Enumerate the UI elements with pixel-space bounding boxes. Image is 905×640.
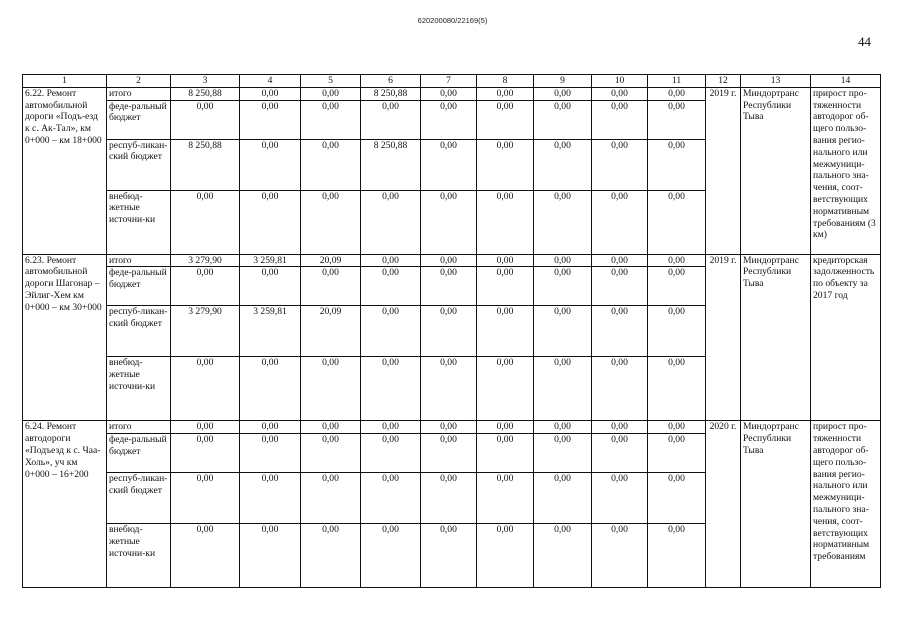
- value-cell: 0,00: [171, 434, 240, 473]
- value-cell: 3 259,81: [240, 254, 301, 267]
- value-cell: 0,00: [240, 357, 301, 421]
- value-cell: 0,00: [421, 357, 477, 421]
- value-cell: 0,00: [592, 267, 648, 306]
- funding-source-cell: итого: [107, 87, 171, 100]
- value-cell: 0,00: [301, 139, 361, 190]
- value-cell: 0,00: [421, 524, 477, 588]
- value-cell: 0,00: [648, 434, 706, 473]
- value-cell: 0,00: [592, 139, 648, 190]
- value-cell: 0,00: [534, 267, 592, 306]
- table-body: [23, 75, 881, 588]
- value-cell: 0,00: [477, 421, 534, 434]
- object-name-cell: 6.22. Ремонт автомобильной дороги «Подъ-езд к с. Ак-Тал», км 0+000 – км 18+000: [23, 87, 107, 254]
- value-cell: 0,00: [648, 139, 706, 190]
- value-cell: 0,00: [171, 357, 240, 421]
- value-cell: 0,00: [421, 139, 477, 190]
- value-cell: 0,00: [240, 139, 301, 190]
- header-row: [23, 75, 881, 88]
- document-id: 620200080/22169(5): [417, 16, 488, 25]
- value-cell: 0,00: [534, 100, 592, 139]
- value-cell: 0,00: [534, 421, 592, 434]
- value-cell: 0,00: [301, 357, 361, 421]
- funding-source-cell: внебюд-жетные источни-ки: [107, 190, 171, 254]
- year-cell: 2019 г.: [706, 254, 741, 421]
- value-cell: 0,00: [534, 139, 592, 190]
- value-cell: 0,00: [477, 434, 534, 473]
- value-cell: 0,00: [171, 524, 240, 588]
- page-number: 44: [858, 34, 871, 49]
- value-cell: 0,00: [240, 190, 301, 254]
- value-cell: 0,00: [421, 100, 477, 139]
- value-cell: 0,00: [421, 267, 477, 306]
- value-cell: 0,00: [592, 434, 648, 473]
- value-cell: 0,00: [592, 524, 648, 588]
- value-cell: 0,00: [240, 87, 301, 100]
- header-cell-3: 3: [171, 75, 240, 88]
- value-cell: 3 279,90: [171, 254, 240, 267]
- value-cell: 0,00: [171, 100, 240, 139]
- header-cell-2: 2: [107, 75, 171, 88]
- header-cell-1: 1: [23, 75, 107, 88]
- value-cell: 0,00: [534, 524, 592, 588]
- budget-table: [22, 74, 881, 588]
- header-cell-9: 9: [534, 75, 592, 88]
- funding-source-cell: феде-ральный бюджет: [107, 434, 171, 473]
- value-cell: 20,09: [301, 306, 361, 357]
- value-cell: 0,00: [477, 100, 534, 139]
- object-name-cell: 6.24. Ремонт автодороги «Подъезд к с. Чаа-Холь», уч км 0+000 – 16+200: [23, 421, 107, 588]
- value-cell: 0,00: [477, 87, 534, 100]
- value-cell: 0,00: [171, 421, 240, 434]
- table-row: [23, 254, 881, 267]
- value-cell: 8 250,88: [171, 87, 240, 100]
- note-cell: прирост про-тяженности автодорог об-щего пользо-вания регио-нального или межмуници-пального зна-чения, соот-ветствующих нормативным требованиям (3 км): [811, 87, 881, 254]
- value-cell: 0,00: [592, 421, 648, 434]
- value-cell: 0,00: [534, 87, 592, 100]
- table-row: [23, 87, 881, 100]
- header-cell-8: 8: [477, 75, 534, 88]
- value-cell: 0,00: [301, 473, 361, 524]
- value-cell: 0,00: [421, 254, 477, 267]
- value-cell: 0,00: [477, 139, 534, 190]
- value-cell: 0,00: [240, 434, 301, 473]
- value-cell: 8 250,88: [171, 139, 240, 190]
- value-cell: 0,00: [421, 473, 477, 524]
- value-cell: 0,00: [477, 473, 534, 524]
- value-cell: 0,00: [240, 421, 301, 434]
- value-cell: 0,00: [301, 524, 361, 588]
- value-cell: 0,00: [592, 473, 648, 524]
- value-cell: 0,00: [171, 473, 240, 524]
- value-cell: 0,00: [592, 100, 648, 139]
- value-cell: 0,00: [592, 357, 648, 421]
- year-cell: 2020 г.: [706, 421, 741, 588]
- value-cell: 0,00: [421, 434, 477, 473]
- value-cell: 20,09: [301, 254, 361, 267]
- value-cell: 0,00: [592, 306, 648, 357]
- value-cell: 0,00: [534, 306, 592, 357]
- value-cell: 0,00: [534, 190, 592, 254]
- value-cell: 0,00: [477, 357, 534, 421]
- value-cell: 3 259,81: [240, 306, 301, 357]
- table-row: [23, 421, 881, 434]
- value-cell: 0,00: [477, 524, 534, 588]
- header-cell-12: 12: [706, 75, 741, 88]
- value-cell: 0,00: [421, 87, 477, 100]
- header-cell-14: 14: [811, 75, 881, 88]
- note-cell: кредиторская задолженность по объекту за 2017 год: [811, 254, 881, 421]
- value-cell: 0,00: [301, 87, 361, 100]
- value-cell: 0,00: [361, 190, 421, 254]
- value-cell: 0,00: [421, 190, 477, 254]
- funding-source-cell: итого: [107, 254, 171, 267]
- value-cell: 0,00: [648, 254, 706, 267]
- value-cell: 0,00: [477, 267, 534, 306]
- value-cell: 8 250,88: [361, 139, 421, 190]
- value-cell: 0,00: [301, 434, 361, 473]
- agency-cell: Миндортранс Республики Тыва: [741, 254, 811, 421]
- value-cell: 0,00: [421, 306, 477, 357]
- value-cell: 0,00: [648, 473, 706, 524]
- value-cell: 0,00: [648, 87, 706, 100]
- value-cell: 0,00: [361, 306, 421, 357]
- value-cell: 0,00: [477, 254, 534, 267]
- value-cell: 0,00: [534, 473, 592, 524]
- header-cell-7: 7: [421, 75, 477, 88]
- header-cell-4: 4: [240, 75, 301, 88]
- value-cell: 0,00: [301, 190, 361, 254]
- funding-source-cell: внебюд-жетные источни-ки: [107, 524, 171, 588]
- value-cell: 0,00: [361, 100, 421, 139]
- funding-source-cell: респуб-ликан-ский бюджет: [107, 139, 171, 190]
- value-cell: 0,00: [648, 524, 706, 588]
- value-cell: 0,00: [361, 421, 421, 434]
- value-cell: 0,00: [648, 190, 706, 254]
- value-cell: 0,00: [361, 357, 421, 421]
- funding-source-cell: внебюд-жетные источни-ки: [107, 357, 171, 421]
- value-cell: 0,00: [301, 100, 361, 139]
- funding-source-cell: феде-ральный бюджет: [107, 267, 171, 306]
- value-cell: 0,00: [361, 434, 421, 473]
- value-cell: 0,00: [592, 190, 648, 254]
- value-cell: 0,00: [648, 357, 706, 421]
- value-cell: 0,00: [648, 306, 706, 357]
- value-cell: 0,00: [361, 524, 421, 588]
- value-cell: 0,00: [648, 421, 706, 434]
- value-cell: 0,00: [171, 190, 240, 254]
- object-name-cell: 6.23. Ремонт автомобильной дороги Шагонар – Эйлиг-Хем км 0+000 – км 30+000: [23, 254, 107, 421]
- value-cell: 0,00: [592, 87, 648, 100]
- value-cell: 0,00: [421, 421, 477, 434]
- value-cell: 0,00: [171, 267, 240, 306]
- funding-source-cell: итого: [107, 421, 171, 434]
- value-cell: 0,00: [534, 357, 592, 421]
- value-cell: 0,00: [240, 473, 301, 524]
- note-cell: прирост про-тяженности автодорог об-щего пользо-вания регио-нального или межмуници-пального зна-чения, соот-ветствующих нормативным требованиям: [811, 421, 881, 588]
- value-cell: 0,00: [534, 254, 592, 267]
- funding-source-cell: феде-ральный бюджет: [107, 100, 171, 139]
- value-cell: 0,00: [592, 254, 648, 267]
- value-cell: 0,00: [361, 254, 421, 267]
- value-cell: 0,00: [301, 421, 361, 434]
- value-cell: 0,00: [648, 267, 706, 306]
- funding-source-cell: респуб-ликан-ский бюджет: [107, 473, 171, 524]
- value-cell: 0,00: [240, 100, 301, 139]
- header-cell-11: 11: [648, 75, 706, 88]
- value-cell: 0,00: [477, 306, 534, 357]
- value-cell: 0,00: [301, 267, 361, 306]
- agency-cell: Миндортранс Республики Тыва: [741, 87, 811, 254]
- agency-cell: Миндортранс Республики Тыва: [741, 421, 811, 588]
- value-cell: 0,00: [534, 434, 592, 473]
- value-cell: 0,00: [477, 190, 534, 254]
- funding-source-cell: респуб-ликан-ский бюджет: [107, 306, 171, 357]
- header-cell-13: 13: [741, 75, 811, 88]
- value-cell: 0,00: [361, 473, 421, 524]
- value-cell: 3 279,90: [171, 306, 240, 357]
- value-cell: 0,00: [361, 267, 421, 306]
- value-cell: 0,00: [240, 524, 301, 588]
- header-cell-10: 10: [592, 75, 648, 88]
- header-cell-5: 5: [301, 75, 361, 88]
- value-cell: 8 250,88: [361, 87, 421, 100]
- value-cell: 0,00: [240, 267, 301, 306]
- year-cell: 2019 г.: [706, 87, 741, 254]
- value-cell: 0,00: [648, 100, 706, 139]
- header-cell-6: 6: [361, 75, 421, 88]
